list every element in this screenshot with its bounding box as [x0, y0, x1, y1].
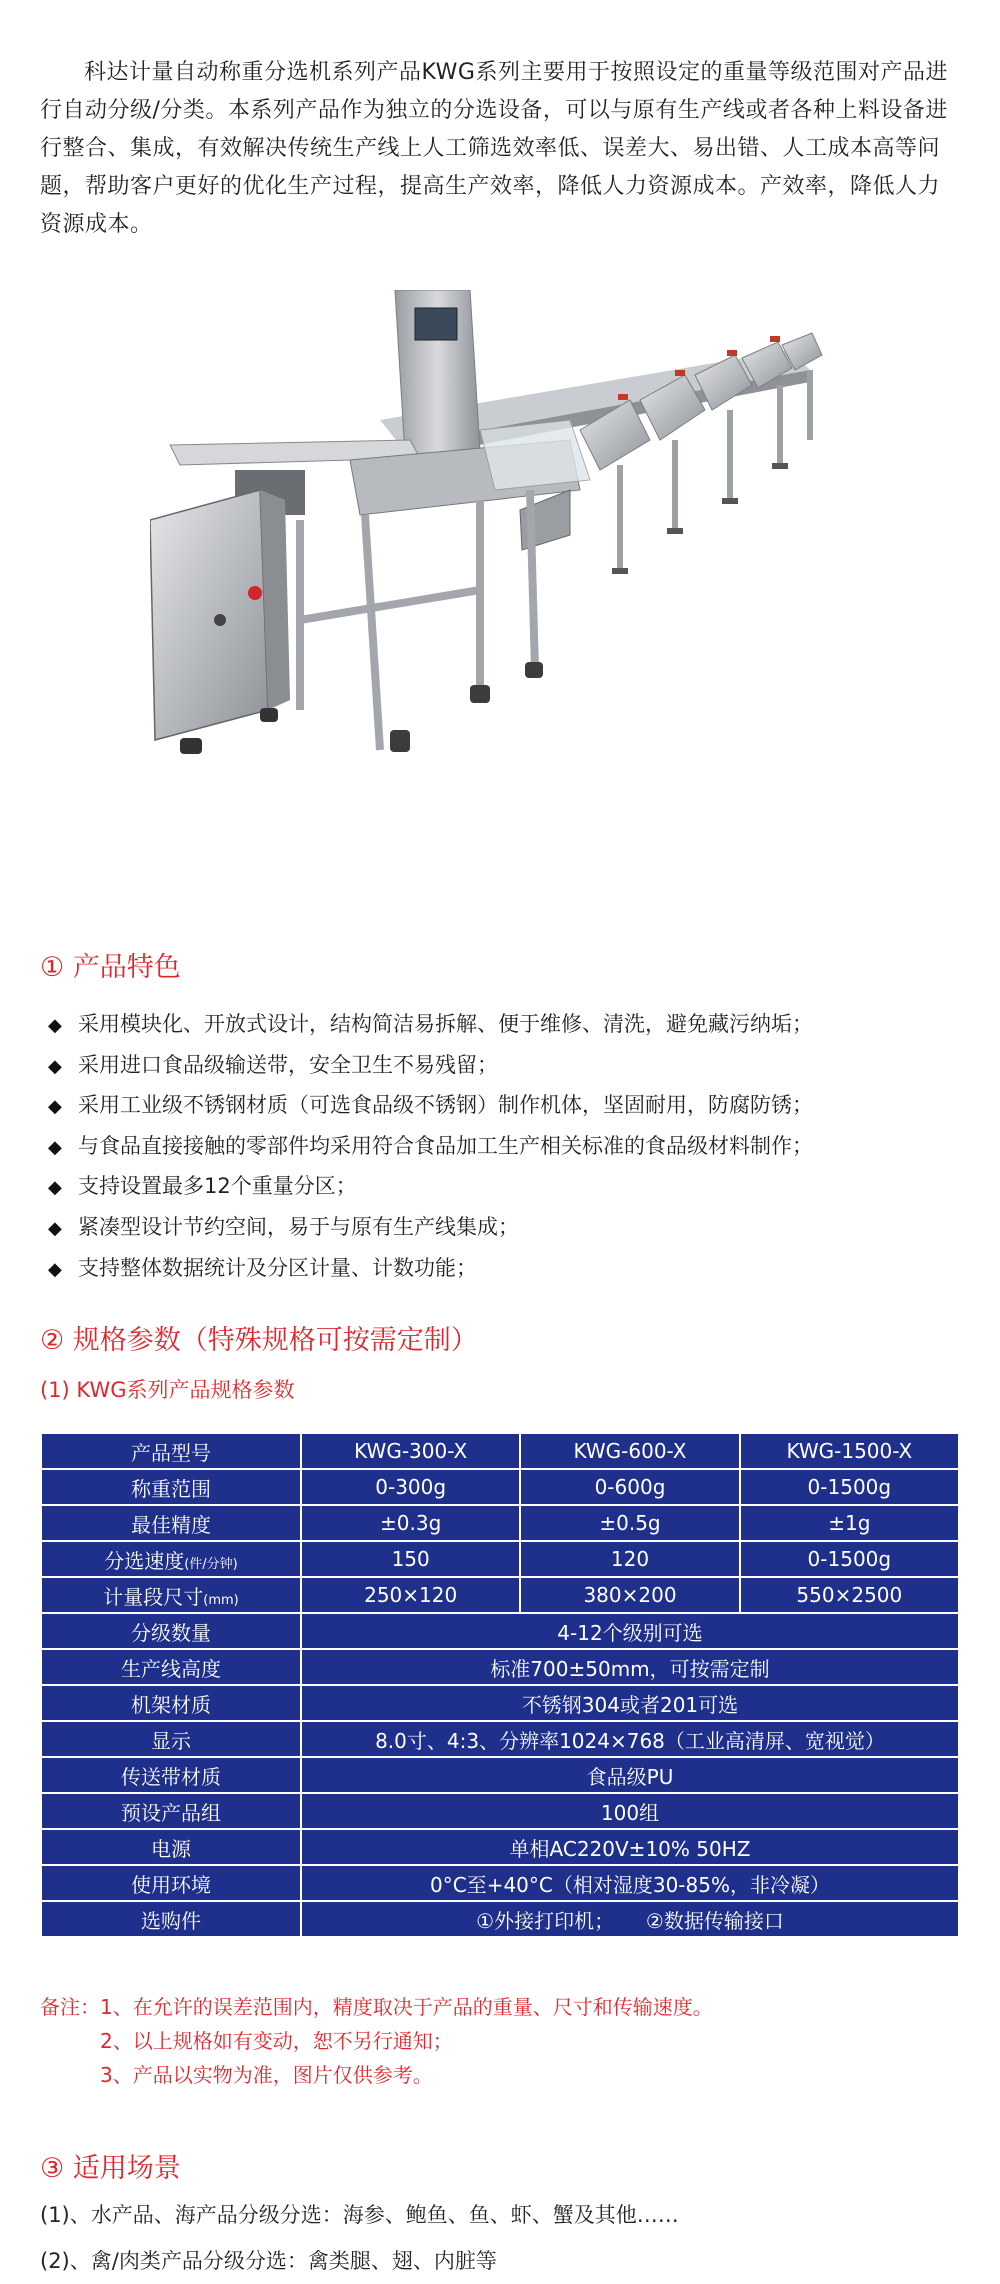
cell-label: 电源	[41, 1829, 301, 1865]
product-machine-image	[150, 290, 850, 910]
cell-value: 0-300g	[301, 1469, 520, 1505]
remark-line: 备注：1、在允许的误差范围内，精度取决于产品的重量、尺寸和传输速度。	[40, 1995, 713, 2019]
table-row	[41, 1469, 959, 1505]
cell-value: 标准700±50mm，可按需定制	[301, 1649, 959, 1685]
cell-value: ①外接打印机； ②数据传输接口	[301, 1901, 959, 1937]
diamond-bullet-icon: ◆	[48, 1055, 62, 1077]
list-item: ◆ 采用进口食品级输送带，安全卫生不易残留；	[48, 1046, 813, 1087]
scenes-list	[40, 2192, 679, 2284]
cell-value: 0-1500g	[740, 1469, 959, 1505]
list-item: ◆ 支持整体数据统计及分区计量、计数功能；	[48, 1249, 813, 1290]
table-row	[41, 1649, 959, 1685]
cell-value: ±1g	[740, 1505, 959, 1541]
cell-model: KWG-1500-X	[740, 1433, 959, 1469]
cell-label: 计量段尺寸(mm)	[41, 1577, 301, 1613]
table-row	[41, 1433, 959, 1469]
cell-value: 0-1500g	[740, 1541, 959, 1577]
cell-label: 使用环境	[41, 1865, 301, 1901]
cell-value: 0-600g	[520, 1469, 739, 1505]
cell-label: 产品型号	[41, 1433, 301, 1469]
diamond-bullet-icon: ◆	[48, 1136, 62, 1158]
diamond-bullet-icon: ◆	[48, 1015, 62, 1036]
table-row	[41, 1541, 959, 1577]
cell-model: KWG-600-X	[520, 1433, 739, 1469]
diamond-bullet-icon: ◆	[48, 1217, 62, 1239]
control-cabinet	[150, 490, 290, 754]
cell-value: 0°C至+40°C（相对湿度30-85%，非冷凝）	[301, 1865, 959, 1901]
cell-label: 显示	[41, 1721, 301, 1757]
diamond-bullet-icon: ◆	[48, 1258, 62, 1280]
list-item: (2)、禽/肉类产品分级分选：禽类腿、翅、内脏等	[40, 2249, 497, 2273]
cell-label: 选购件	[41, 1901, 301, 1937]
display-column	[395, 290, 480, 455]
table-row	[41, 1757, 959, 1793]
list-item: ◆ 紧凑型设计节约空间，易于与原有生产线集成；	[48, 1208, 813, 1249]
table-row	[41, 1505, 959, 1541]
cell-label: 生产线高度	[41, 1649, 301, 1685]
cell-value: 100组	[301, 1793, 959, 1829]
cell-label: 预设产品组	[41, 1793, 301, 1829]
cell-value: 单相AC220V±10% 50HZ	[301, 1829, 959, 1865]
cell-value: 食品级PU	[301, 1757, 959, 1793]
spec-table	[40, 1432, 960, 1938]
table-row	[41, 1901, 959, 1937]
list-item: ◆ 采用模块化、开放式设计，结构简洁易拆解、便于维修、清洗，避免藏污纳垢；	[48, 1005, 813, 1046]
cell-label: 分级数量	[41, 1613, 301, 1649]
features-list	[48, 1005, 813, 1289]
table-row	[41, 1721, 959, 1757]
diamond-bullet-icon: ◆	[48, 1096, 62, 1118]
table-row	[41, 1577, 959, 1613]
cell-value: 250×120	[301, 1577, 520, 1613]
cell-label: 称重范围	[41, 1469, 301, 1505]
cell-value: 4-12个级别可选	[301, 1613, 959, 1649]
list-item: ◆ 支持设置最多12个重量分区；	[48, 1167, 813, 1208]
table-row	[41, 1793, 959, 1829]
cell-value: ±0.5g	[520, 1505, 739, 1541]
cell-value: 550×2500	[740, 1577, 959, 1613]
cell-label: 最佳精度	[41, 1505, 301, 1541]
table-row	[41, 1865, 959, 1901]
cell-model: KWG-300-X	[301, 1433, 520, 1469]
features-title: ① 产品特色	[40, 952, 181, 983]
remarks	[40, 1990, 713, 2092]
table-row	[41, 1685, 959, 1721]
scenes-title: ③ 适用场景	[40, 2153, 181, 2184]
cell-value: ±0.3g	[301, 1505, 520, 1541]
table-row	[41, 1613, 959, 1649]
intro-text: 科达计量自动称重分选机系列产品KWG系列主要用于按照设定的重量等级范围对产品进行自动分级/分类。本系列产品作为独立的分选设备，可以与原有生产线或者各种上料设备进行整合、集成，有效解决传统生产线上人工筛选效率低、误差大、易出错、人工成本高等问题，帮助客户更好的优化生产过程，提高生产效率，降低人力资源成本。产效率，降低人力资源成本。	[40, 60, 948, 237]
unit-label: (件/分钟)	[184, 1556, 238, 1572]
remark-line: 2、以上规格如有变动，恕不另行通知；	[100, 2029, 453, 2053]
table-row	[41, 1829, 959, 1865]
spec-title: ② 规格参数（特殊规格可按需定制）	[40, 1325, 478, 1356]
cell-value: 不锈钢304或者201可选	[301, 1685, 959, 1721]
cell-label: 传送带材质	[41, 1757, 301, 1793]
remark-line: 3、产品以实物为准，图片仅供参考。	[100, 2063, 433, 2087]
cell-value: 380×200	[520, 1577, 739, 1613]
diamond-bullet-icon: ◆	[48, 1177, 62, 1199]
list-item: ◆ 采用工业级不锈钢材质（可选食品级不锈钢）制作机体，坚固耐用，防腐防锈；	[48, 1086, 813, 1127]
cell-value: 8.0寸、4:3、分辨率1024×768（工业高清屏、宽视觉）	[301, 1721, 959, 1757]
list-item: (1)、水产品、海产品分级分选：海参、鲍鱼、鱼、虾、蟹及其他……	[40, 2203, 679, 2227]
unit-label: (mm)	[203, 1592, 239, 1608]
cell-label: 分选速度(件/分钟)	[41, 1541, 301, 1577]
intro-paragraph	[40, 54, 960, 244]
spec-subtitle: (1) KWG系列产品规格参数	[40, 1378, 295, 1402]
list-item: ◆ 与食品直接接触的零部件均采用符合食品加工生产相关标准的食品级材料制作；	[48, 1127, 813, 1168]
cell-label: 机架材质	[41, 1685, 301, 1721]
cell-value: 120	[520, 1541, 739, 1577]
frame-legs	[300, 490, 535, 750]
cell-value: 150	[301, 1541, 520, 1577]
